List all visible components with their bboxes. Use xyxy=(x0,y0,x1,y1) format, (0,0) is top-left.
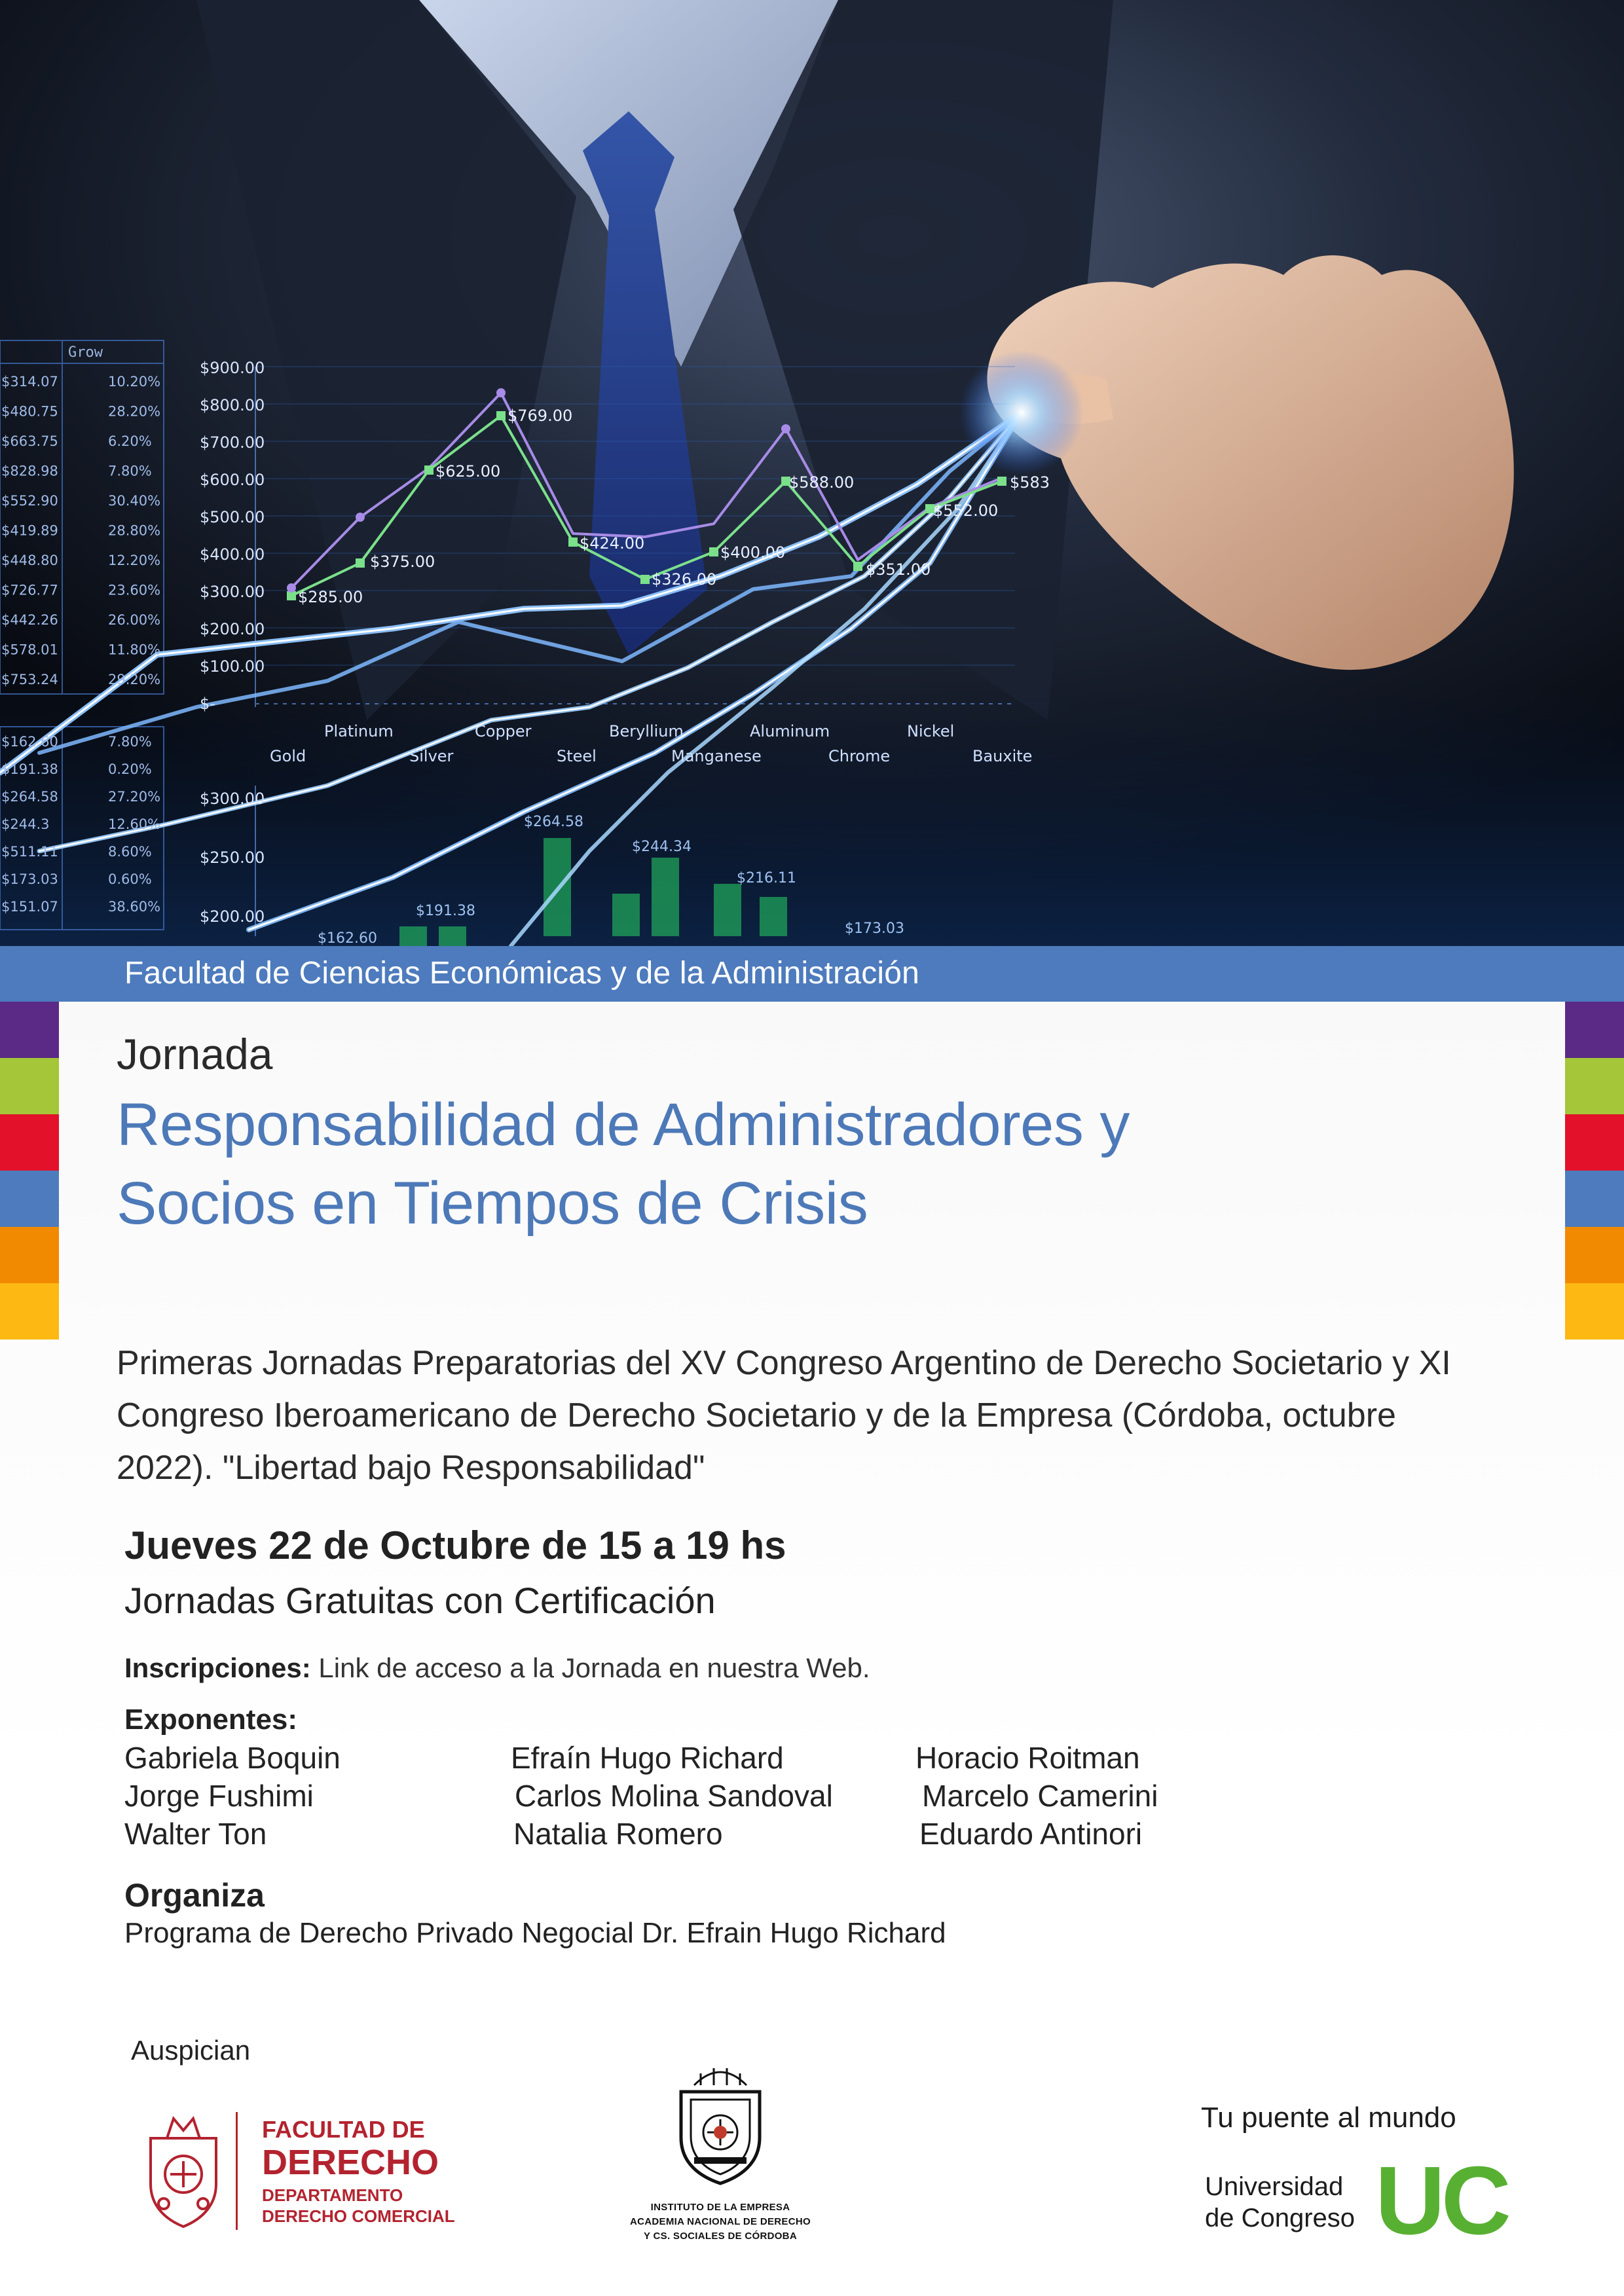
color-stripe xyxy=(0,1114,59,1171)
color-stripe xyxy=(1565,1114,1624,1171)
category-label: Silver xyxy=(409,747,454,765)
table-percent: 28.80% xyxy=(108,522,161,539)
sponsor-instituto-line-2: ACADEMIA NACIONAL DE DERECHO xyxy=(630,2216,811,2227)
faculty-banner xyxy=(0,946,1624,1002)
data-point-label: $375.00 xyxy=(370,553,435,571)
table-percent: 12.20% xyxy=(108,553,161,568)
sponsor-instituto-line-3: Y CS. SOCIALES DE CÓRDOBA xyxy=(644,2231,797,2242)
category-label: Gold xyxy=(270,747,306,765)
event-kind: Jornada xyxy=(117,1030,273,1078)
table-percent: 10.20% xyxy=(108,374,161,390)
event-title-line-1: Responsabilidad de Administradores y xyxy=(117,1091,1130,1158)
data-point-label: $588.00 xyxy=(789,473,855,492)
color-stripes-right xyxy=(1565,1002,1624,1339)
y-tick-label: $250.00 xyxy=(200,848,265,867)
data-point-label: $769.00 xyxy=(507,407,573,425)
speaker: Horacio Roitman xyxy=(915,1741,1140,1775)
speakers-label: Exponentes: xyxy=(124,1704,298,1736)
registration-info xyxy=(124,1652,870,1684)
table-percent: 26.00% xyxy=(108,612,161,628)
data-point-label: $625.00 xyxy=(435,462,501,481)
table-header-label: Grow xyxy=(68,344,103,361)
event-description-line-2: Congreso Iberoamericano de Derecho Societario y de la Empresa (Córdoba, octubre xyxy=(117,1396,1396,1434)
uc-tagline: Tu puente al mundo xyxy=(1201,2102,1456,2134)
y-tick-label: $- xyxy=(200,695,215,713)
uc-word-universidad: Universidad xyxy=(1205,2172,1344,2201)
speaker: Marcelo Camerini xyxy=(922,1779,1158,1813)
bar-value-label: $216.11 xyxy=(737,870,796,886)
sponsor-facultad-derecho xyxy=(131,2108,471,2232)
y-tick-label: $600.00 xyxy=(200,471,265,489)
category-label: Nickel xyxy=(907,722,955,740)
color-stripes-left xyxy=(0,1002,59,1339)
color-stripe xyxy=(1565,1227,1624,1283)
sponsors-label: Auspician xyxy=(131,2035,251,2066)
uc-logo: UC xyxy=(1375,2147,1507,2255)
event-title-line-2: Socios en Tiempos de Crisis xyxy=(117,1170,868,1237)
table-value: $828.98 xyxy=(1,463,58,479)
data-point-label: $424.00 xyxy=(580,534,645,553)
y-tick-label: $300.00 xyxy=(200,790,265,808)
hero-illustration xyxy=(0,0,1624,946)
table-value: $419.89 xyxy=(1,522,58,539)
y-tick-label: $100.00 xyxy=(200,657,265,676)
table-value: $244.3 xyxy=(1,816,50,832)
data-point-label: $351.00 xyxy=(866,560,931,579)
sponsor-derecho-line-3: DEPARTAMENTO xyxy=(262,2185,403,2205)
registration-label: Inscripciones: xyxy=(124,1652,311,1683)
table-percent: 38.60% xyxy=(108,899,161,915)
table-value: $191.38 xyxy=(1,761,58,777)
table-value: $173.03 xyxy=(1,871,58,887)
table-value: $552.90 xyxy=(1,493,58,509)
finger-glow xyxy=(959,350,1084,475)
table-value: $726.77 xyxy=(1,582,58,598)
academy-seal-icon xyxy=(655,2059,786,2190)
y-tick-label: $900.00 xyxy=(200,359,265,377)
table-percent: 12.60% xyxy=(108,816,161,832)
organizer-label: Organiza xyxy=(124,1877,265,1914)
table-value: $162.60 xyxy=(1,734,58,750)
category-label: Manganese xyxy=(671,747,762,765)
category-label: Platinum xyxy=(324,722,394,740)
table-percent: 28.20% xyxy=(108,403,161,420)
table-percent: 8.60% xyxy=(108,844,152,860)
sponsor-derecho-line-1: FACULTAD DE xyxy=(262,2116,425,2143)
category-label: Chrome xyxy=(828,747,891,765)
speaker: Gabriela Boquin xyxy=(124,1741,341,1775)
bar-value-label: $173.03 xyxy=(845,920,904,937)
color-stripe xyxy=(1565,1171,1624,1227)
color-stripe xyxy=(0,1002,59,1058)
y-tick-label: $800.00 xyxy=(200,396,265,414)
table-percent: 6.20% xyxy=(108,433,152,449)
bar-value-label: $162.60 xyxy=(318,930,377,946)
table-percent: 11.80% xyxy=(108,642,161,658)
event-description-line-1: Primeras Jornadas Preparatorias del XV Congreso Argentino de Derecho Societario y XI xyxy=(117,1344,1451,1382)
table-value: $753.24 xyxy=(1,672,58,687)
table-value: $264.58 xyxy=(1,789,58,805)
table-percent: 7.80% xyxy=(108,463,152,479)
speaker: Walter Ton xyxy=(124,1817,267,1851)
table-percent: 0.20% xyxy=(108,761,152,777)
color-stripe xyxy=(0,1227,59,1283)
table-percent: 29.20% xyxy=(108,672,161,687)
speaker: Natalia Romero xyxy=(513,1817,723,1851)
category-label: Beryllium xyxy=(609,722,684,740)
sponsor-divider xyxy=(236,2112,238,2230)
category-label: Aluminum xyxy=(750,722,830,740)
data-point-label: $552.00 xyxy=(933,501,999,520)
bar-value-label: $264.58 xyxy=(524,814,583,830)
table-value: $448.80 xyxy=(1,553,58,568)
table-percent: 0.60% xyxy=(108,871,152,887)
speaker: Efraín Hugo Richard xyxy=(511,1741,784,1775)
table-value: $314.07 xyxy=(1,374,58,390)
color-stripe xyxy=(0,1283,59,1339)
speaker: Eduardo Antinori xyxy=(919,1817,1143,1851)
data-point-label: $400.00 xyxy=(720,543,786,562)
table-value: $663.75 xyxy=(1,433,58,449)
speaker: Carlos Molina Sandoval xyxy=(515,1779,833,1813)
color-stripe xyxy=(0,1058,59,1114)
table-percent: 7.80% xyxy=(108,734,152,750)
sponsor-derecho-line-2: DERECHO xyxy=(262,2143,439,2182)
color-stripe xyxy=(1565,1283,1624,1339)
table-value: $578.01 xyxy=(1,642,58,658)
color-stripe xyxy=(1565,1058,1624,1114)
color-stripe xyxy=(0,1171,59,1227)
table-value: $480.75 xyxy=(1,403,58,420)
bar-value-label: $191.38 xyxy=(416,903,475,919)
category-label: Steel xyxy=(557,747,597,765)
event-certification: Jornadas Gratuitas con Certificación xyxy=(124,1580,716,1621)
category-label: Bauxite xyxy=(972,747,1033,765)
sponsor-derecho-line-4: DERECHO COMERCIAL xyxy=(262,2206,455,2226)
table-value: $151.07 xyxy=(1,899,58,915)
color-stripe xyxy=(1565,1002,1624,1058)
bar-value-label: $244.34 xyxy=(632,839,692,855)
table-value: $511.11 xyxy=(1,844,58,860)
table-percent: 23.60% xyxy=(108,582,161,598)
university-crest-icon xyxy=(138,2112,229,2230)
y-tick-label: $400.00 xyxy=(200,545,265,564)
y-tick-label: $200.00 xyxy=(200,907,265,926)
y-tick-label: $500.00 xyxy=(200,508,265,526)
speaker: Jorge Fushimi xyxy=(124,1779,314,1813)
organizer-text: Programa de Derecho Privado Negocial Dr. Efrain Hugo Richard xyxy=(124,1917,946,1949)
hero-photo xyxy=(0,0,1624,946)
event-date: Jueves 22 de Octubre de 15 a 19 hs xyxy=(124,1523,786,1567)
y-tick-label: $200.00 xyxy=(200,620,265,638)
y-tick-label: $300.00 xyxy=(200,583,265,601)
data-point-label: $285.00 xyxy=(298,588,363,606)
event-description-line-3: 2022). "Libertad bajo Responsabilidad" xyxy=(117,1449,705,1487)
table-value: $442.26 xyxy=(1,612,58,628)
table-percent: 27.20% xyxy=(108,789,161,805)
faculty-name: Facultad de Ciencias Económicas y de la Administración xyxy=(124,956,920,991)
category-label: Copper xyxy=(475,722,532,740)
sponsor-instituto-line-1: INSTITUTO DE LA EMPRESA xyxy=(650,2202,790,2213)
data-point-label: $326.00 xyxy=(652,570,717,589)
sponsor-instituto-empresa xyxy=(550,2059,891,2275)
registration-text: Link de acceso a la Jornada en nuestra Web. xyxy=(310,1652,870,1683)
data-point-label: $583 xyxy=(1010,473,1050,492)
table-percent: 30.40% xyxy=(108,493,161,509)
y-tick-label: $700.00 xyxy=(200,433,265,452)
uc-word-de-congreso: de Congreso xyxy=(1205,2204,1356,2232)
